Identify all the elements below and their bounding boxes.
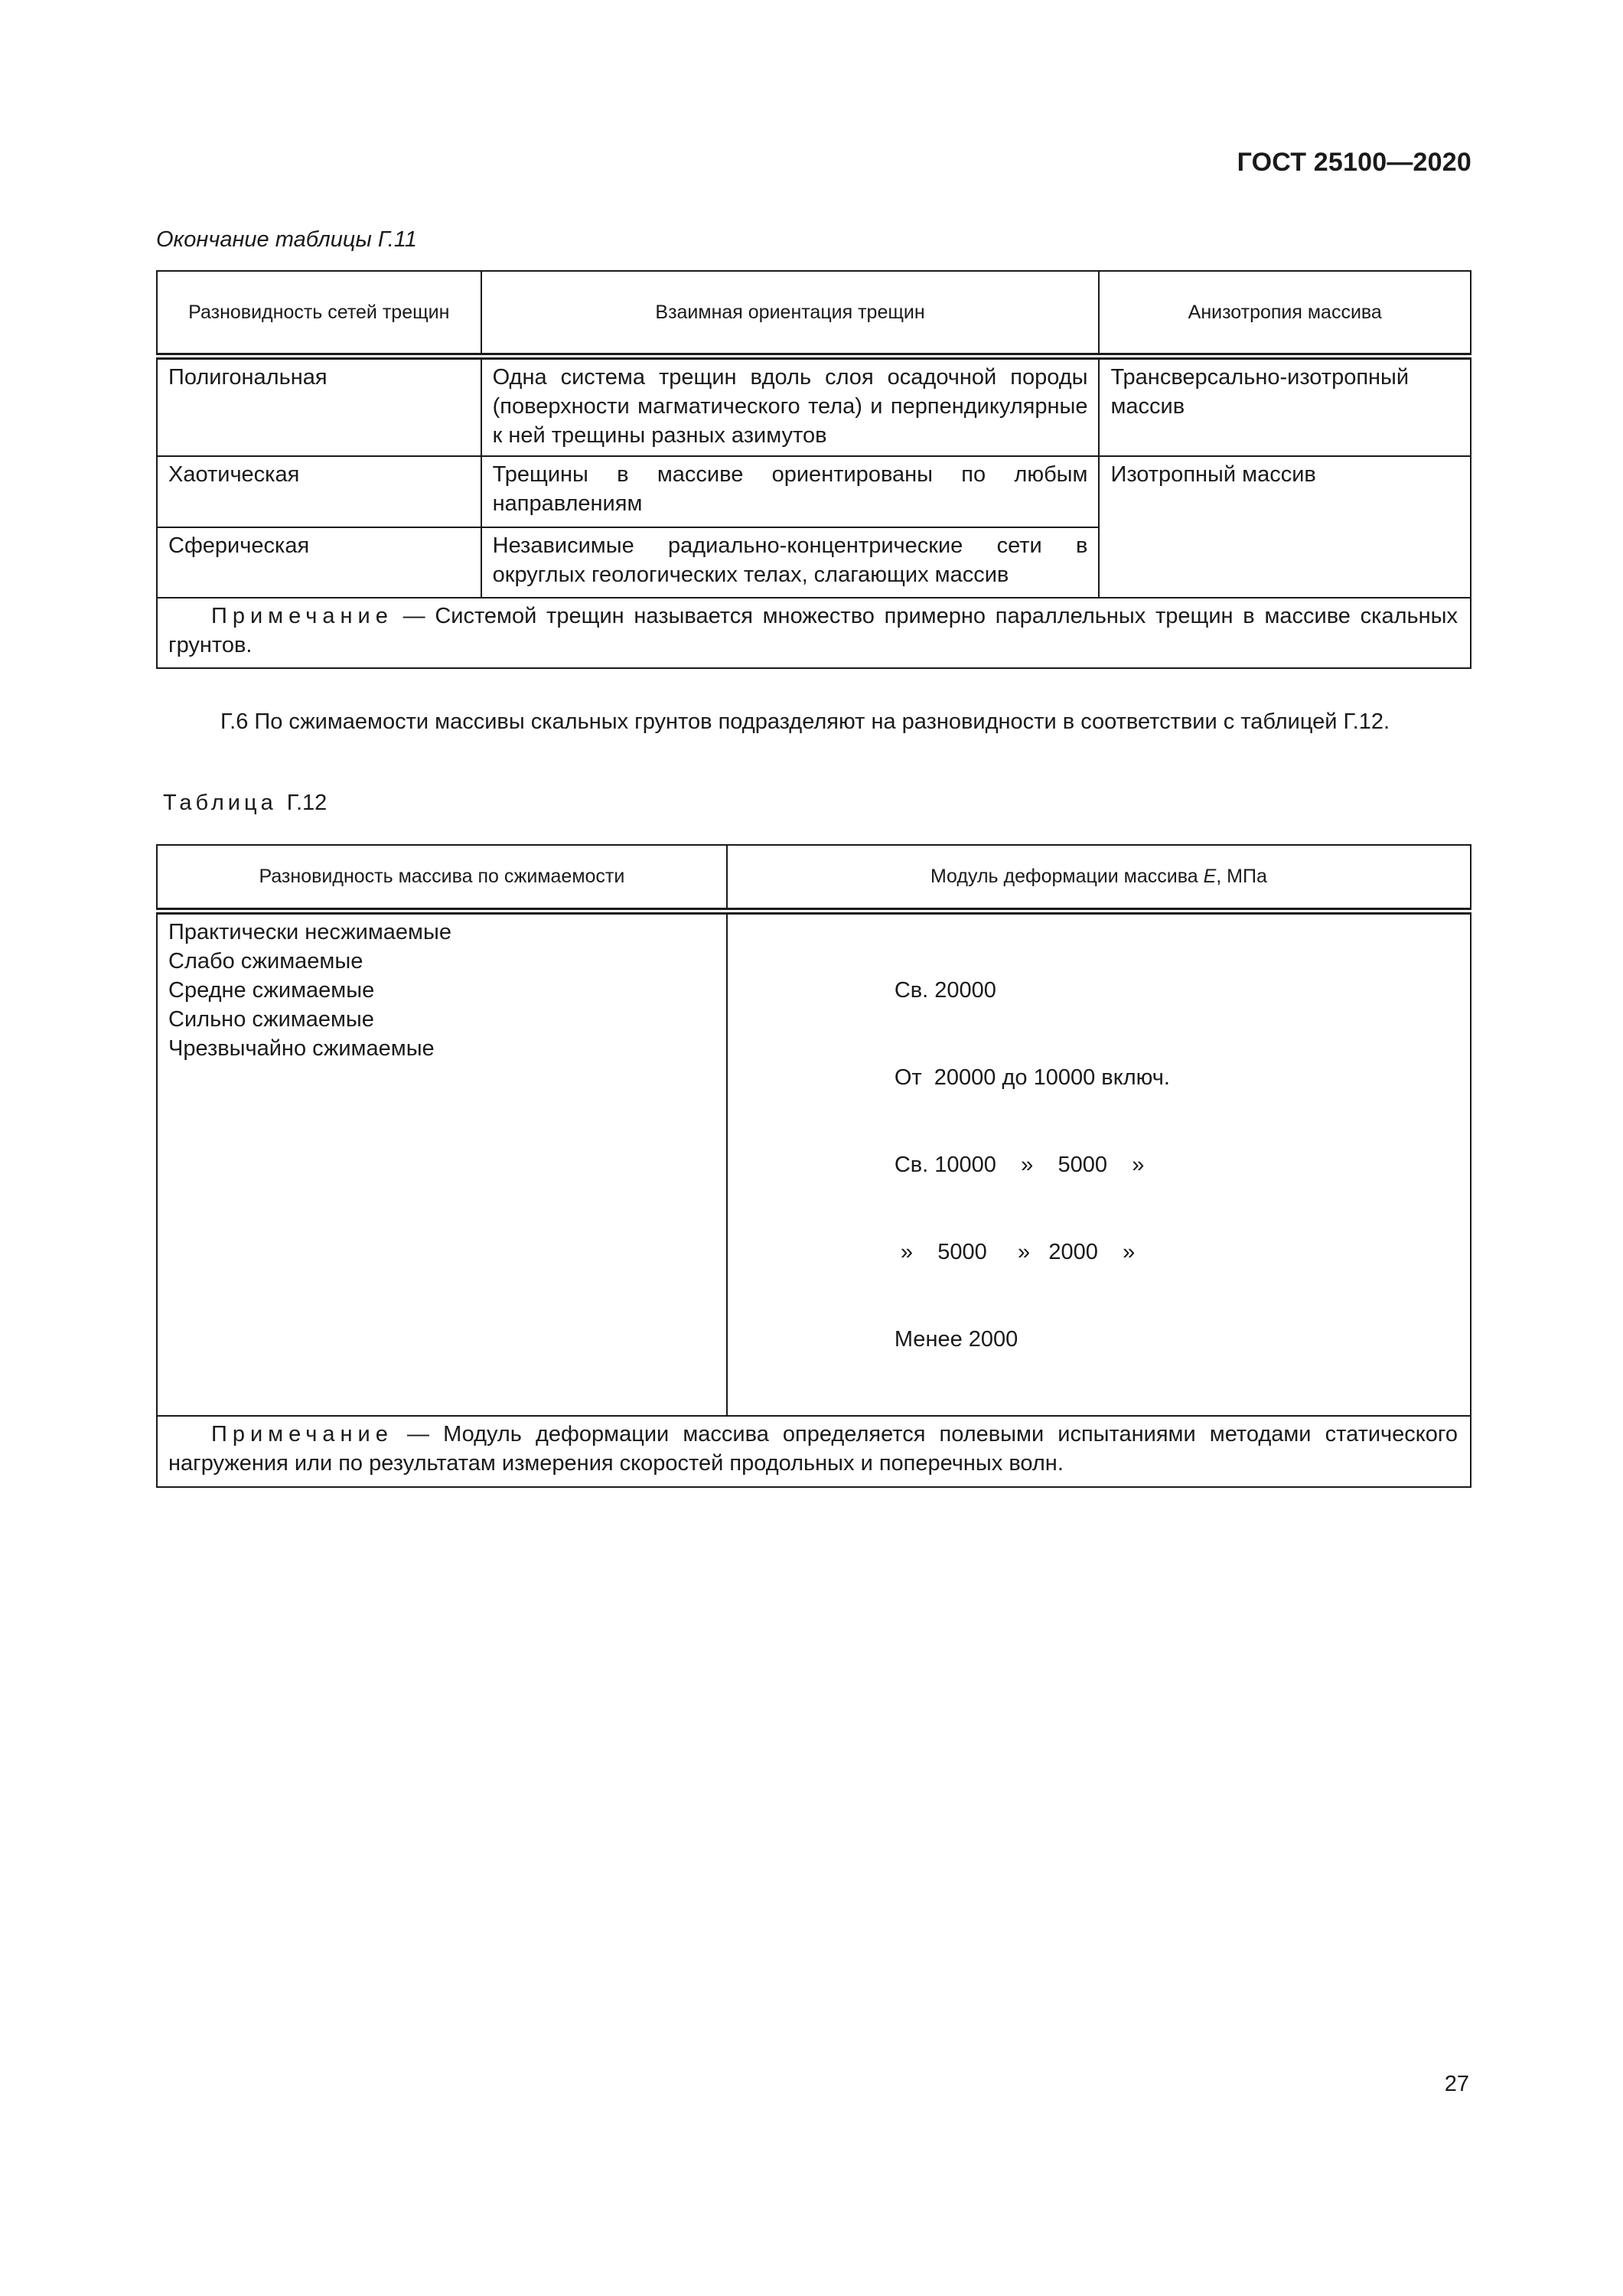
cell-type: Сферическая [157,527,481,598]
list-item: Чрезвычайно сжимаемые [168,1035,435,1061]
note-text: — Системой трещин называется множество примерно параллельных трещин в массиве скальных грунтов. [168,604,1458,657]
table-g12-label: Таблица Г.12 [163,791,328,815]
header-anisotropy: Анизотропия массива [1099,271,1471,356]
table-note [157,598,1471,668]
note-text: — Модуль деформации массива определяется полевыми испытаниями методами статического нагружения или по результатам измерения скоростей продольных и поперечных волн. [168,1421,1458,1476]
list-item: Сильно сжимаемые [168,1006,374,1032]
modulus-values-list [727,911,1471,1416]
note-label: Примечание [211,1421,393,1446]
header-crack-orientation: Взаимная ориентация трещин [481,271,1100,356]
list-item: Средне сжимаемые [168,977,375,1003]
table-row [157,356,1471,456]
list-item: » 5000 » 2000 » [894,1239,1136,1264]
table-note [157,1416,1471,1487]
paragraph-g6: Г.6 По сжимаемости массивы скальных грунтов подразделяют на разновидности в соответствии с таблицей Г.12. [220,709,1390,734]
page-number: 27 [1444,2072,1469,2096]
table-g12 [156,844,1471,1488]
header-compressibility-kind: Разновидность массива по сжимаемости [157,845,727,911]
table-row [157,456,1471,527]
cell-orientation: Трещины в массиве ориентированы по любым направлениям [481,456,1100,527]
header-deformation-modulus: Модуль деформации массива E, МПа [727,845,1471,911]
list-item: Св. 20000 [894,977,996,1003]
cell-orientation: Одна система трещин вдоль слоя осадочной породы (поверхности магматического тела) и перпендикулярные к ней трещины разных азимутов [481,356,1100,456]
cell-type: Хаотическая [157,456,481,527]
cell-orientation: Независимые радиально-концентрические сети в округлых геологических телах, слагающих массив [481,527,1100,598]
header-crack-network-type: Разновидность сетей трещин [157,271,481,356]
compressibility-kinds-list [157,911,727,1416]
list-item: Св. 10000 » 5000 » [894,1152,1145,1177]
table-g11 [156,270,1471,669]
list-item: Слабо сжимаемые [168,948,363,974]
cell-type: Полигональная [157,356,481,456]
document-code: ГОСТ 25100—2020 [1237,148,1471,177]
list-item: Практически несжимаемые [168,919,451,944]
list-item: От 20000 до 10000 включ. [894,1065,1170,1090]
cell-anisotropy: Трансверсально-изотропный массив [1099,356,1471,456]
table-continuation-title: Окончание таблицы Г.11 [156,227,417,252]
list-item: Менее 2000 [894,1326,1018,1352]
cell-anisotropy: Изотропный массив [1099,456,1471,598]
note-label: Примечание [211,604,393,628]
